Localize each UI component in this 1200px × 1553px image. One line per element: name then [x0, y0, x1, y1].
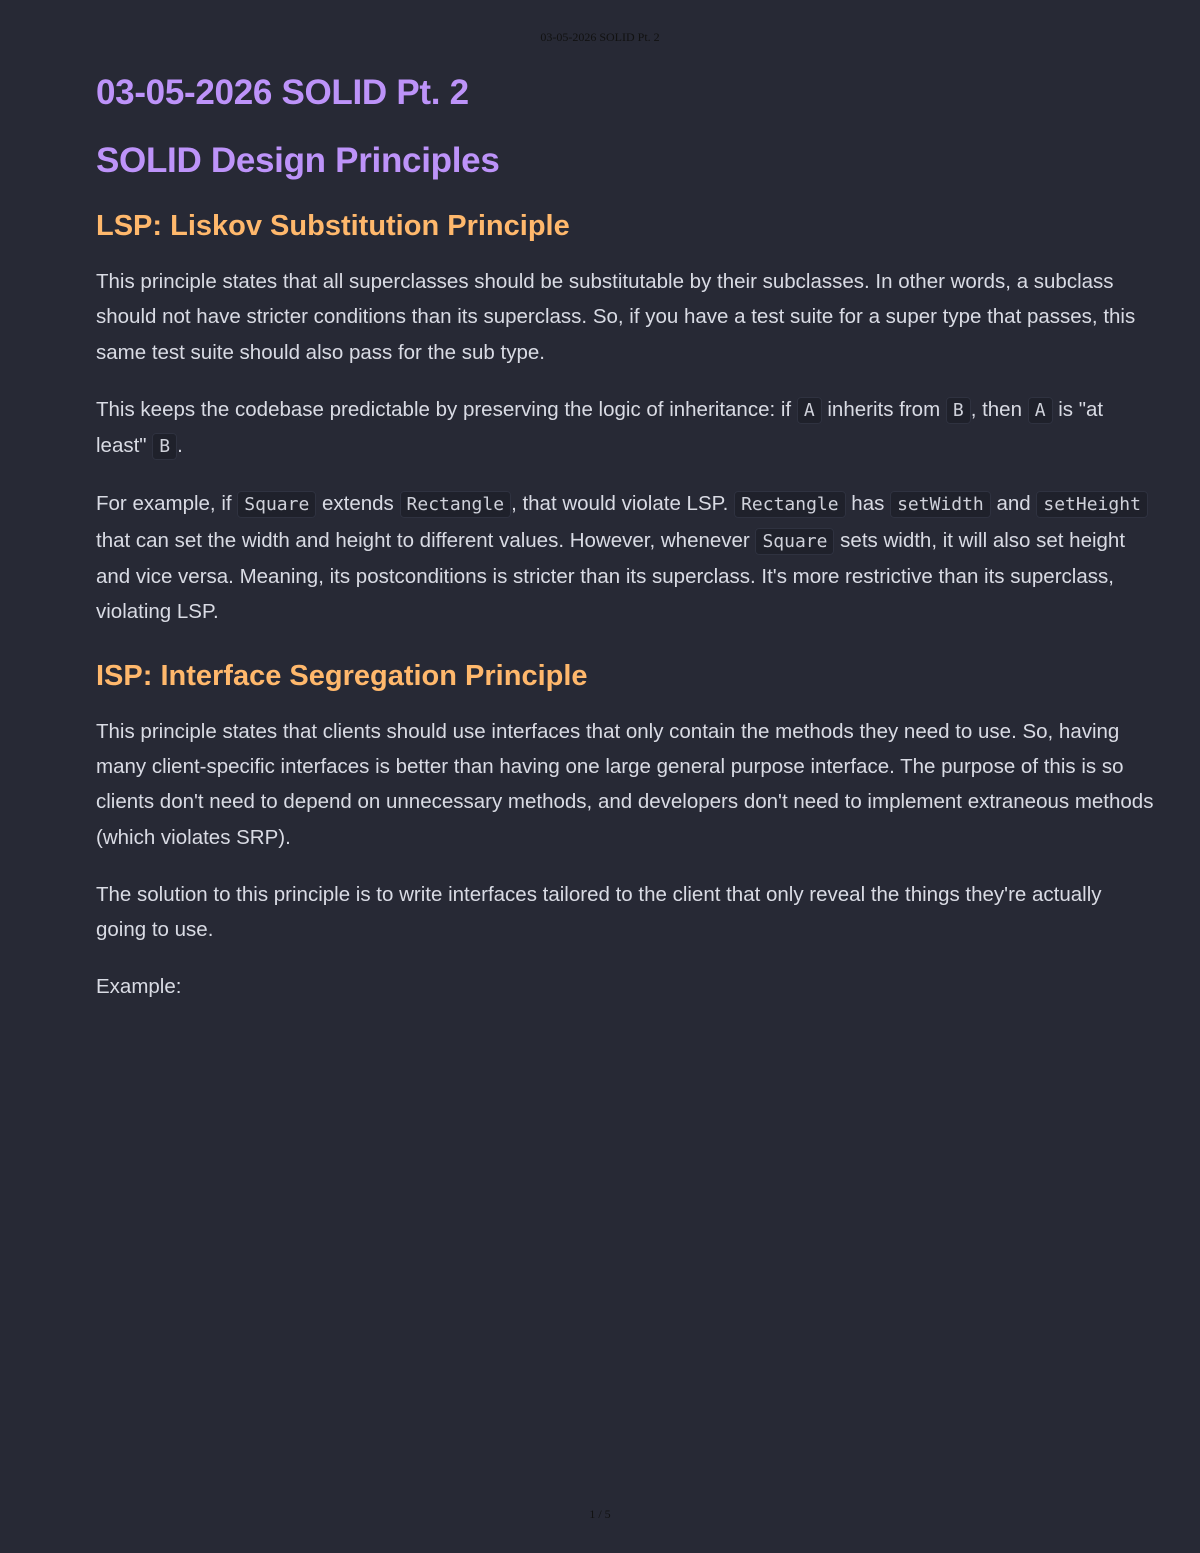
text-run: . — [177, 434, 183, 458]
text-run: has — [845, 492, 891, 516]
section-title: SOLID Design Principles — [96, 141, 500, 180]
inline-code: Rectangle — [734, 491, 846, 518]
inline-code: A — [1028, 397, 1053, 424]
lsp-paragraph-2 — [96, 392, 1156, 465]
inline-code: setHeight — [1036, 491, 1148, 518]
isp-paragraph-2: The solution to this principle is to write interfaces tailored to the client that only reveal the things they're actually going to use. — [96, 882, 1102, 942]
inline-code: Square — [237, 491, 316, 518]
text-run: , that would violate LSP. — [511, 492, 735, 516]
text-run: , then — [970, 397, 1028, 421]
isp-paragraph-1: This principle states that clients should use interfaces that only contain the methods they need to use. So, having many client-specific interfaces is better than having one large general purpose interface. The purpose of this is so clients don't need to depend on unnecessary methods, and developers don't need to implement extraneous methods (which violates SRP). — [96, 719, 1154, 849]
text-run: sets width, it will also set height and vice versa. Meaning, its postconditions is stricter than its superclass. It's more restrictive than its superclass, violating LSP. — [96, 528, 1126, 624]
document-content — [96, 70, 1156, 1005]
page-number: 1 / 5 — [589, 1507, 611, 1521]
inline-code: A — [797, 397, 822, 424]
text-run: This keeps the codebase predictable by preserving the logic of inheritance: if — [96, 397, 797, 421]
inline-code: setWidth — [890, 491, 991, 518]
isp-heading: ISP: Interface Segregation Principle — [96, 659, 588, 692]
text-run: is "at least" — [96, 397, 1104, 458]
inline-code: B — [946, 397, 971, 424]
lsp-paragraph-3 — [96, 486, 1156, 629]
document-title: 03-05-2026 SOLID Pt. 2 — [96, 73, 469, 112]
running-header: 03-05-2026 SOLID Pt. 2 — [540, 30, 660, 44]
text-run: that can set the width and height to different values. However, whenever — [96, 528, 756, 552]
text-run: and — [990, 492, 1037, 516]
lsp-heading: LSP: Liskov Substitution Principle — [96, 210, 570, 242]
inline-code: Rectangle — [400, 491, 512, 518]
inline-code: B — [152, 433, 177, 460]
text-run: extends — [316, 492, 400, 516]
inline-code: Square — [755, 528, 834, 555]
lsp-paragraph-1: This principle states that all superclasses should be substitutable by their subclasses. In other words, a subclass should not have stricter conditions than its superclass. So, if you have a test suite for a super type that passes, this same test suite should also pass for the sub type. — [96, 270, 1136, 364]
text-run: For example, if — [96, 492, 238, 516]
text-run: inherits from — [821, 397, 946, 421]
isp-example-label: Example: — [96, 975, 182, 999]
